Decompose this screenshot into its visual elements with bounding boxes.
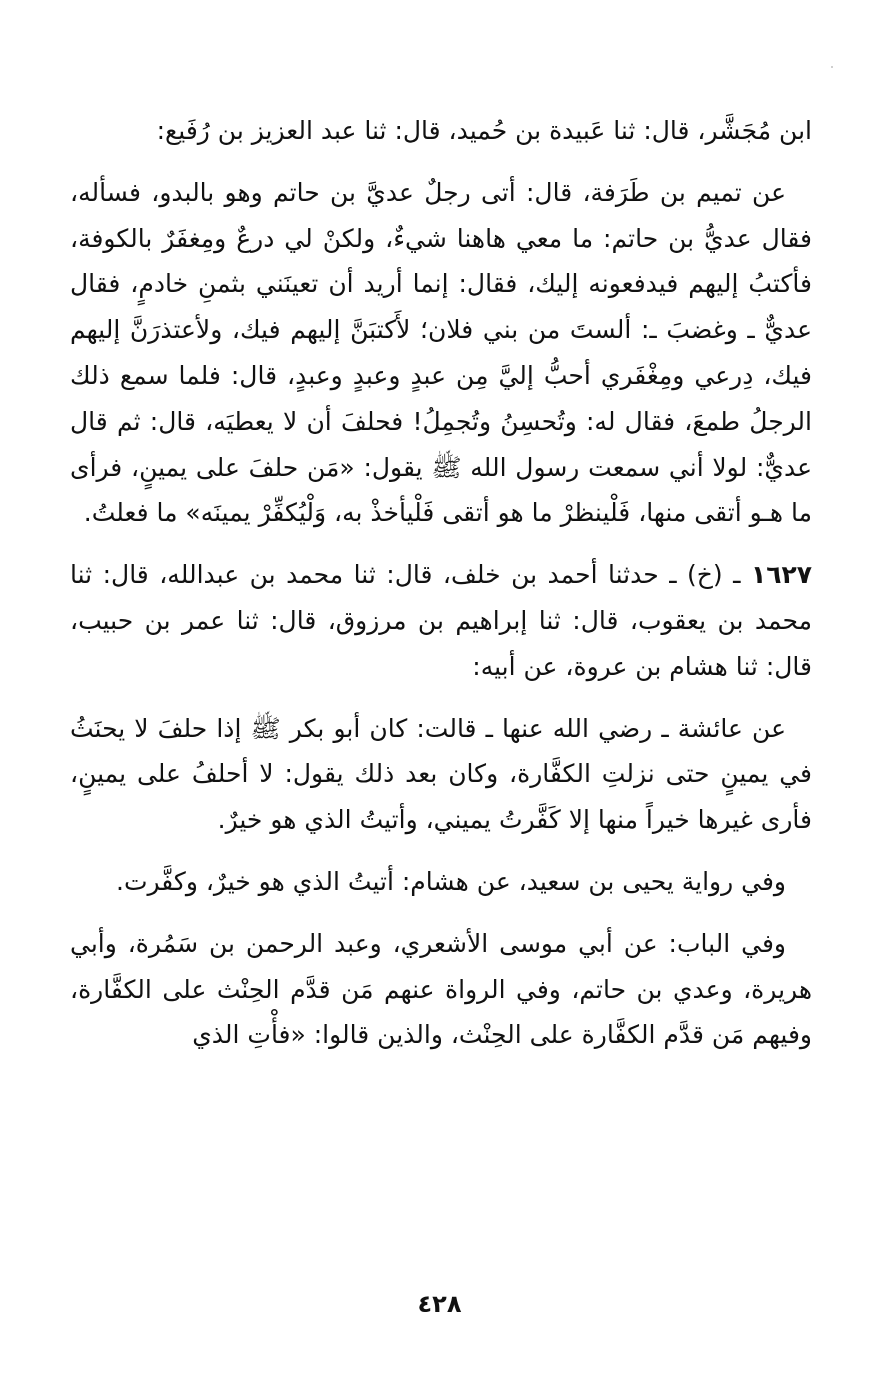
paragraph-hadith-1627: [70, 552, 812, 689]
paragraph-text: وفي رواية يحيى بن سعيد، عن هشام: أتيتُ الذي هو خيرٌ، وكفَّرت.: [116, 866, 786, 896]
paragraph-aisha-narration: [70, 706, 812, 843]
paragraph-text: ـ (خ) ـ حدثنا أحمد بن خلف، قال: ثنا محمد بن عبدالله، قال: ثنا محمد بن يعقوب، قال: ثنا إبراهيم بن مرزوق، قال: ثنا عمر بن حبيب، قال: ثنا هشام بن عروة، عن أبيه:: [70, 560, 812, 681]
paragraph-text: عن تميم بن طَرَفة، قال: أتى رجلٌ عديَّ بن حاتم وهو بالبدو، فسأله، فقال عديُّ بن حاتم: ما معي هاهنا شيءٌ، ولكنْ لي درعٌ ومِغفَرٌ بالكوفة، فأكتبُ إليهم فيدفعونه إليك، فقال: إنما أريد أن تعينَني بثمنِ خادمٍ، فقال عديٌّ ـ وغضبَ ـ: ألستَ من بني فلان؛ لأَكتبَنَّ إليهم فيك، ولأعتذرَنَّ إليهم فيك، دِرعي ومِغْفَري أحبُّ إليَّ مِن عبدٍ وعبدٍ وعبدٍ، قال: فلما سمع ذلك الرجلُ طمعَ، فقال له: وتُحسِنُ وتُجمِلُ! فحلفَ أن لا يعطيَه، قال: ثم قال عديٌّ: لولا أني سمعت رسول الله ﷺ يقول: «مَن حلفَ على يمينٍ، فرأى ما هـو أتقى منها، فَلْينظرْ ما هو أتقى فَلْيأخذْ به، وَلْيُكفِّرْ يمينَه» ما فعلتُ.: [70, 177, 812, 528]
page-body: [70, 108, 812, 1058]
paragraph-text: عن عائشة ـ رضي الله عنها ـ قالت: كان أبو بكر ﷺ إذا حلفَ لا يحنَثُ في يمينٍ حتى نزلتِ الكفَّارة، وكان بعد ذلك يقول: لا أحلفُ على يمينٍ، فأرى غيرها خيراً منها إلا كَفَّرتُ يميني، وأتيتُ الذي هو خيرٌ.: [70, 713, 812, 835]
paragraph-yahya-riwaya: [70, 859, 812, 905]
paragraph-text: ابن مُجَشَّر، قال: ثنا عَبيدة بن حُميد، قال: ثنا عبد العزيز بن رُفَيع:: [156, 116, 812, 145]
hadith-number: ١٦٢٧: [750, 560, 812, 590]
paragraph-isnad-opening: [70, 108, 812, 154]
paragraph-adi-hadith: [70, 170, 812, 536]
paragraph-text: وفي الباب: عن أبي موسى الأشعري، وعبد الرحمن بن سَمُرة، وأبي هريرة، وعدي بن حاتم، وفي الرواة عنهم مَن قدَّم الحِنْث على الكفَّارة، وفيهم مَن قدَّم الكفَّارة على الحِنْث، والذين قالوا: «فأْتِ الذي: [70, 928, 812, 1050]
paragraph-fil-bab: [70, 921, 812, 1058]
scan-speck: [831, 66, 833, 68]
page-number: ٤٢٨: [417, 1290, 462, 1318]
